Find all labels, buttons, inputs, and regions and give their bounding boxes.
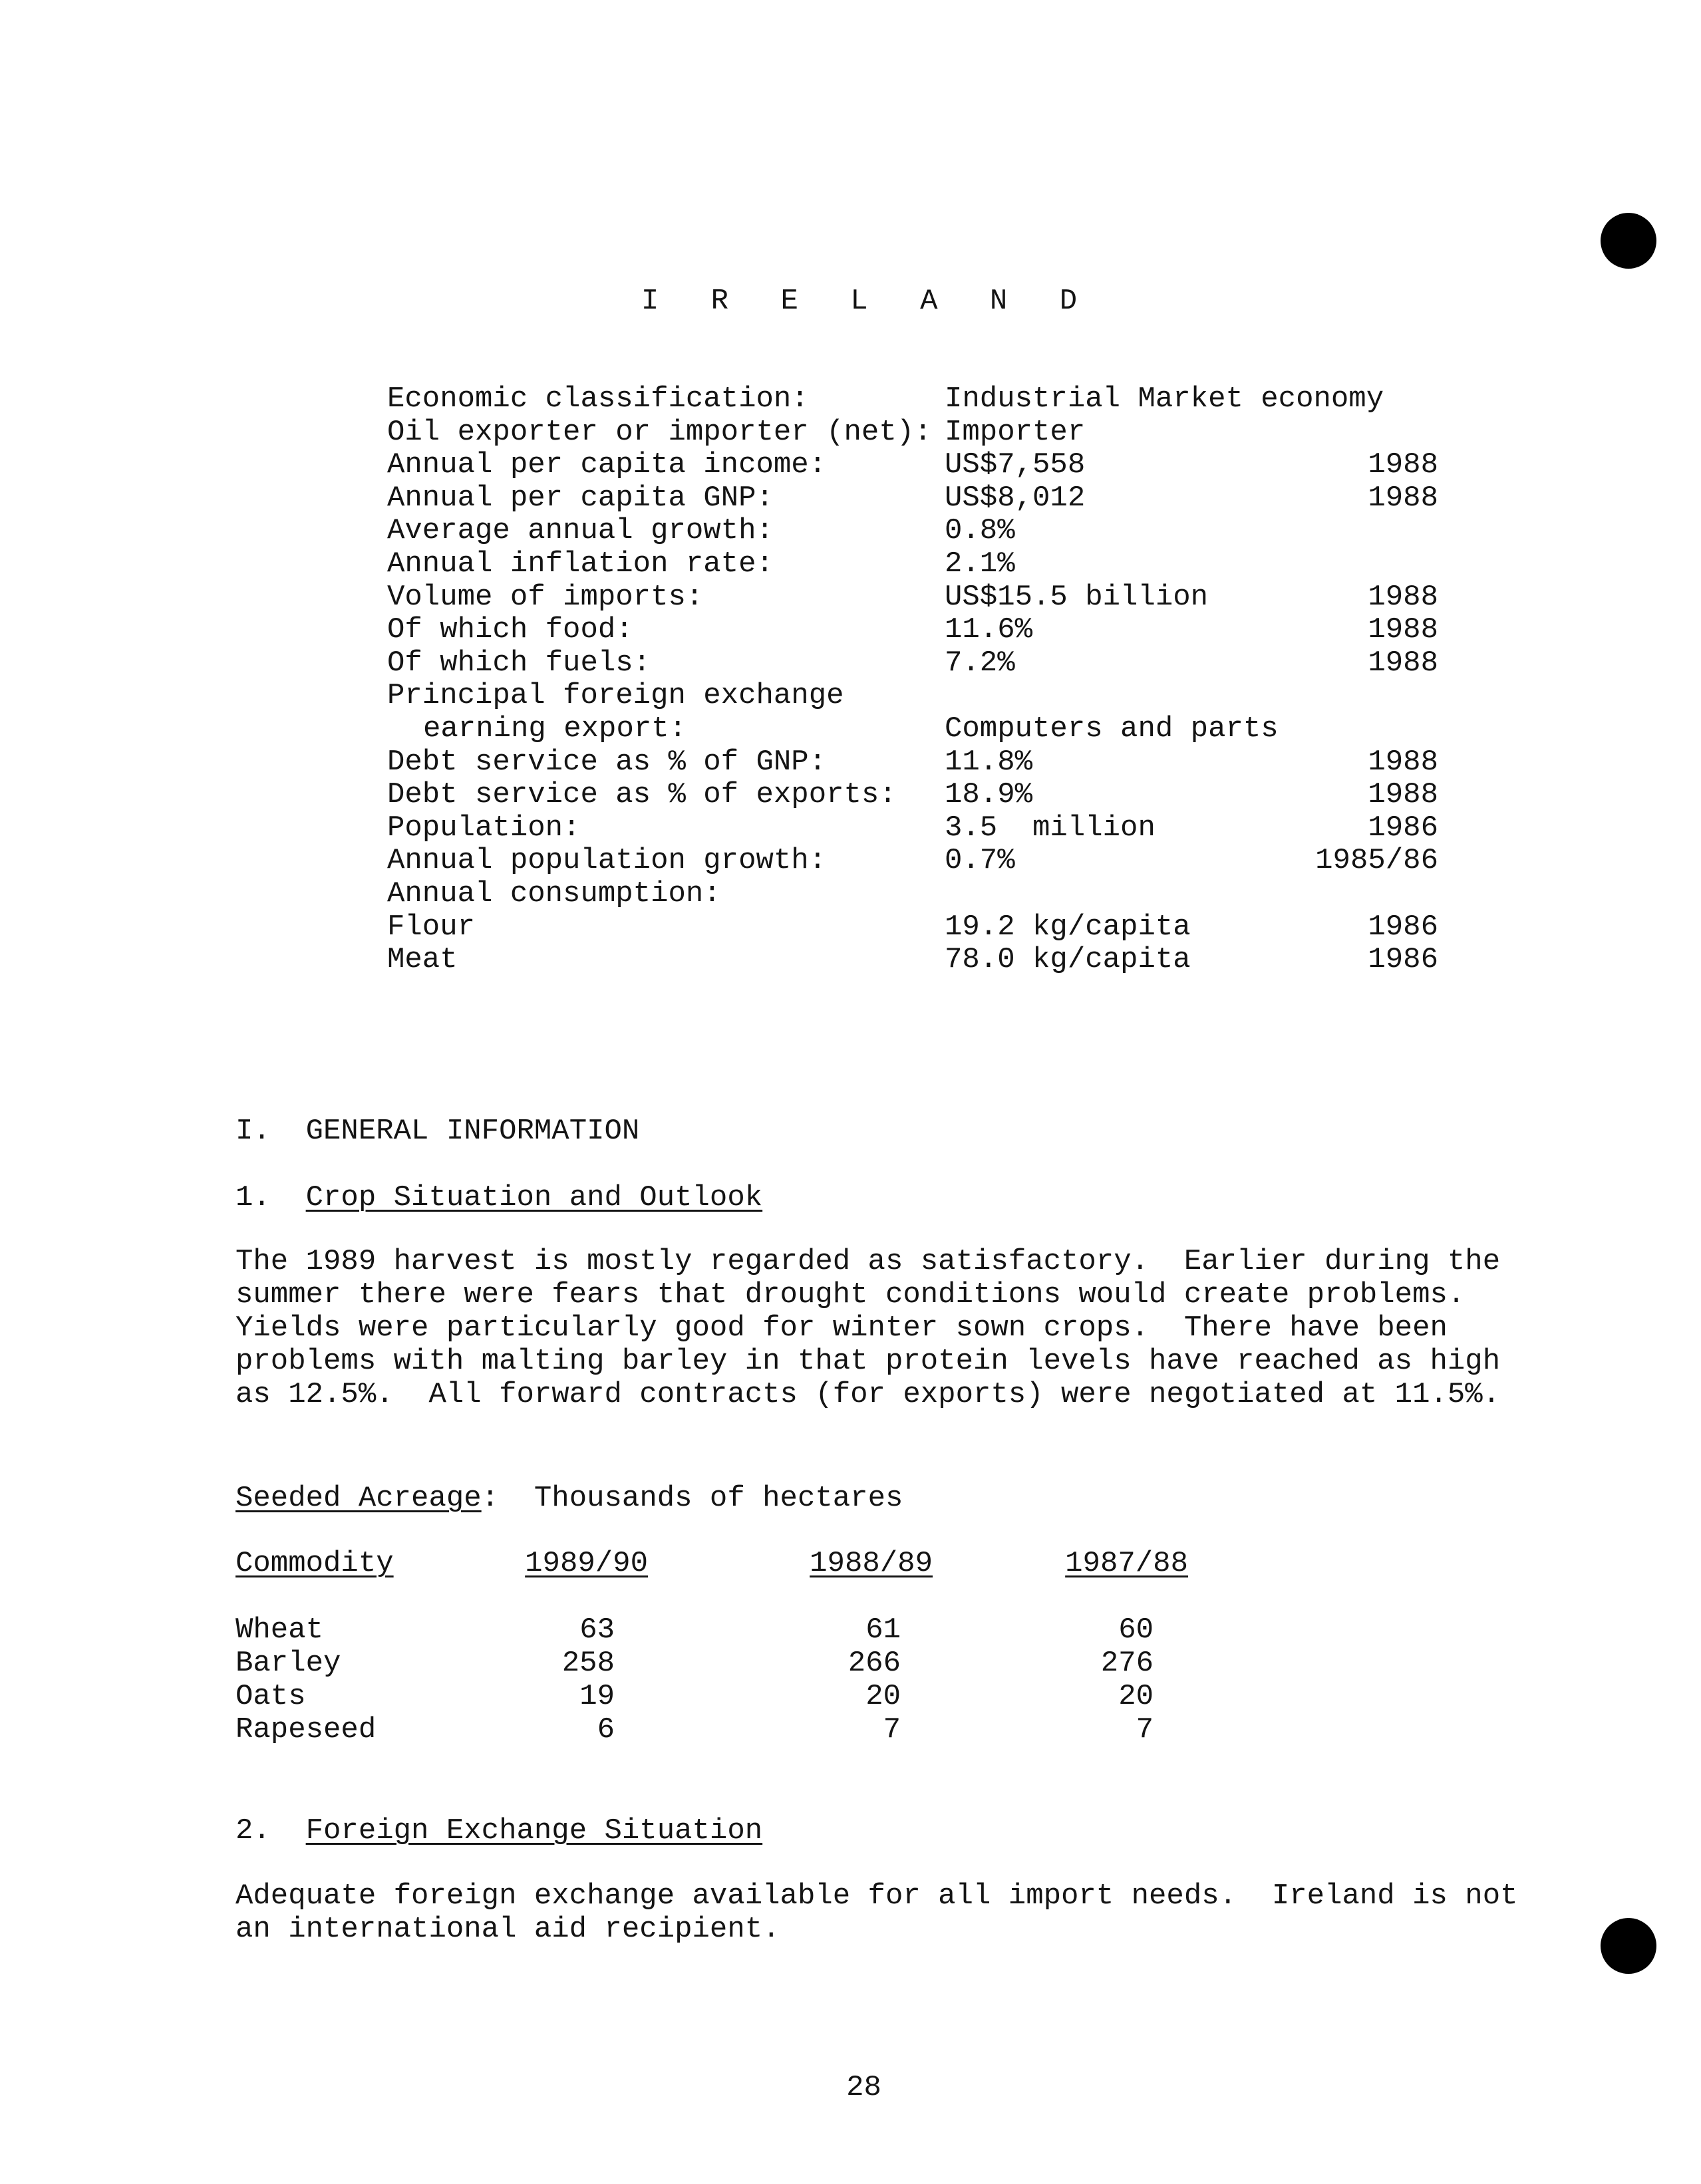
fact-label: Of which fuels:	[387, 646, 651, 680]
punch-hole-top	[1601, 213, 1656, 269]
fact-year: 1988	[1368, 613, 1438, 647]
table-header-row	[235, 1547, 1340, 1580]
country-title: I R E L A N D	[641, 285, 1095, 318]
fact-value: 0.7%	[945, 844, 1015, 878]
section-title: GENERAL INFORMATION	[305, 1115, 640, 1148]
fact-year: 1986	[1368, 811, 1438, 845]
fact-value: Industrial Market economy	[945, 382, 1384, 416]
fact-label: earning export:	[423, 712, 687, 746]
fact-value: US$8,012	[945, 481, 1086, 515]
table-cell: 63	[579, 1613, 615, 1647]
fact-row	[387, 944, 1438, 977]
fact-value: 18.9%	[945, 778, 1033, 812]
table-cell-commodity: Wheat	[235, 1613, 324, 1647]
fact-row	[387, 647, 1438, 680]
fact-year: 1988	[1368, 481, 1438, 515]
fact-row	[387, 449, 1438, 482]
table-cell: 7	[1136, 1713, 1154, 1746]
fact-label: Debt service as % of exports:	[387, 778, 897, 812]
fact-label: Meat	[387, 943, 458, 977]
acreage-table	[235, 1547, 1340, 1746]
fact-label: Annual consumption:	[387, 877, 721, 910]
section-number: I.	[235, 1115, 271, 1148]
table-cell: 258	[561, 1647, 615, 1680]
table-cell-commodity: Rapeseed	[235, 1713, 377, 1746]
fact-row	[387, 680, 1438, 713]
table-cell: 266	[848, 1647, 901, 1680]
acreage-label: Seeded Acreage	[235, 1482, 482, 1515]
fact-year: 1988	[1368, 448, 1438, 482]
forex-number: 2.	[235, 1814, 271, 1847]
fact-value: 19.2 kg/capita	[945, 910, 1191, 944]
fact-row	[387, 878, 1438, 911]
fact-year: 1986	[1368, 943, 1438, 977]
country-facts	[387, 383, 1438, 977]
crop-number: 1.	[235, 1181, 271, 1214]
fact-label: Volume of imports:	[387, 580, 704, 614]
fact-label: Annual per capita income:	[387, 448, 827, 482]
table-row	[235, 1613, 1340, 1647]
fact-value: US$7,558	[945, 448, 1086, 482]
fact-value: 0.8%	[945, 514, 1015, 548]
fact-year: 1988	[1368, 580, 1438, 614]
fact-year: 1988	[1368, 778, 1438, 812]
fact-value: 7.2%	[945, 646, 1015, 680]
crop-paragraph: The 1989 harvest is mostly regarded as satisfactory. Earlier during the summer there were fears that drought conditions would create problems. Yields were particularly good for winter sown crops. There have been problems with malting barley in that protein levels have reached as high as 12.5%. All forward contracts (for exports) were negotiated at 11.5%.	[235, 1245, 1501, 1411]
fact-row	[387, 581, 1438, 614]
fact-label: Oil exporter or importer (net):	[387, 415, 932, 449]
column-header-commodity: Commodity	[235, 1547, 394, 1580]
fact-label: Annual population growth:	[387, 844, 827, 878]
fact-row	[387, 779, 1438, 812]
fact-label: Principal foreign exchange	[387, 679, 844, 713]
fact-label: Debt service as % of GNP:	[387, 745, 827, 779]
fact-value: US$15.5 billion	[945, 580, 1209, 614]
fact-value: Importer	[945, 415, 1086, 449]
table-cell: 7	[883, 1713, 901, 1746]
column-header-1987-88: 1987/88	[1065, 1547, 1188, 1580]
fact-label: Population:	[387, 811, 581, 845]
forex-subheading	[235, 1814, 762, 1847]
fact-row	[387, 482, 1438, 515]
punch-hole-bottom	[1601, 1918, 1656, 1974]
fact-label: Average annual growth:	[387, 514, 774, 548]
fact-label: Annual per capita GNP:	[387, 481, 774, 515]
fact-value: 2.1%	[945, 547, 1015, 581]
table-row	[235, 1680, 1340, 1713]
table-cell: 20	[865, 1680, 901, 1713]
fact-year: 1988	[1368, 745, 1438, 779]
page-number: 28	[846, 2071, 881, 2104]
crop-subheading	[235, 1181, 762, 1214]
table-row	[235, 1713, 1340, 1746]
fact-label: Flour	[387, 910, 476, 944]
fact-row	[387, 614, 1438, 647]
fact-row	[387, 746, 1438, 779]
fact-value: 11.8%	[945, 745, 1033, 779]
fact-label: Economic classification:	[387, 382, 809, 416]
fact-row	[387, 416, 1438, 450]
crop-heading: Crop Situation and Outlook	[305, 1181, 763, 1214]
table-cell: 61	[865, 1613, 901, 1647]
acreage-heading	[235, 1482, 903, 1515]
fact-value: Computers and parts	[945, 712, 1279, 746]
fact-value: 3.5 million	[945, 811, 1156, 845]
fact-year: 1985/86	[1315, 844, 1438, 878]
fact-row	[387, 548, 1438, 581]
fact-row	[387, 911, 1438, 944]
table-cell-commodity: Oats	[235, 1680, 306, 1713]
table-cell: 19	[579, 1680, 615, 1713]
forex-paragraph: Adequate foreign exchange available for all import needs. Ireland is not an international aid recipient.	[235, 1879, 1518, 1946]
fact-year: 1986	[1368, 910, 1438, 944]
fact-row	[387, 383, 1438, 416]
table-cell-commodity: Barley	[235, 1647, 341, 1680]
table-cell: 6	[597, 1713, 615, 1746]
column-header-1988-89: 1988/89	[810, 1547, 933, 1580]
table-cell: 60	[1118, 1613, 1154, 1647]
table-cell: 20	[1118, 1680, 1154, 1713]
forex-heading: Foreign Exchange Situation	[305, 1814, 763, 1847]
column-header-1989-90: 1989/90	[525, 1547, 648, 1580]
table-row	[235, 1647, 1340, 1680]
section-heading	[235, 1115, 639, 1148]
acreage-colon: :	[481, 1482, 500, 1515]
fact-row	[387, 845, 1438, 878]
acreage-units: Thousands of hectares	[534, 1482, 903, 1515]
fact-year: 1988	[1368, 646, 1438, 680]
fact-value: 78.0 kg/capita	[945, 943, 1191, 977]
fact-value: 11.6%	[945, 613, 1033, 647]
fact-label: Annual inflation rate:	[387, 547, 774, 581]
fact-row	[387, 812, 1438, 845]
fact-label: Of which food:	[387, 613, 633, 647]
fact-row	[387, 713, 1438, 746]
table-cell: 276	[1100, 1647, 1154, 1680]
fact-row	[387, 515, 1438, 548]
